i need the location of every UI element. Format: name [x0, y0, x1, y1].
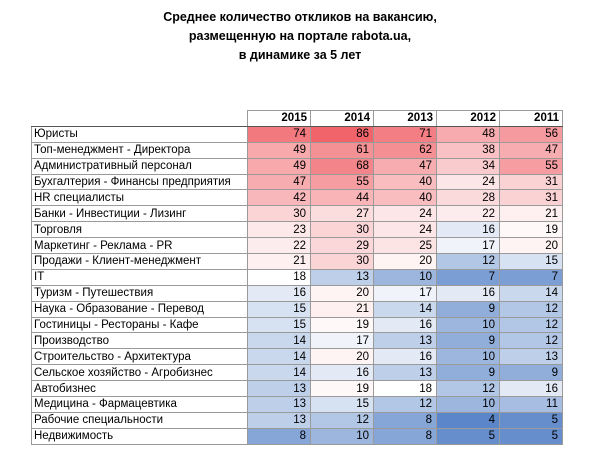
heat-cell: 19: [311, 317, 374, 333]
heat-cell: 55: [311, 174, 374, 190]
row-label: Производство: [32, 333, 248, 349]
heat-cell: 13: [374, 365, 437, 381]
heat-cell: 13: [311, 269, 374, 285]
heat-cell: 15: [500, 254, 563, 270]
heat-cell: 10: [311, 428, 374, 444]
heat-cell: 5: [500, 412, 563, 428]
heat-cell: 30: [311, 222, 374, 238]
table-row: [32, 269, 563, 285]
row-label: Торговля: [32, 222, 248, 238]
table-row: [32, 190, 563, 206]
heat-cell: 10: [437, 317, 500, 333]
row-label: Автобизнес: [32, 381, 248, 397]
heat-cell: 62: [374, 142, 437, 158]
heat-cell: 14: [248, 333, 311, 349]
title-line-1: Среднее количество откликов на вакансию,: [163, 10, 437, 24]
heat-cell: 5: [437, 428, 500, 444]
heat-cell: 13: [248, 412, 311, 428]
heat-cell: 12: [500, 301, 563, 317]
heat-cell: 14: [500, 285, 563, 301]
heat-cell: 19: [311, 381, 374, 397]
heat-cell: 21: [248, 254, 311, 270]
heatmap-body: [32, 126, 563, 444]
heat-cell: 42: [248, 190, 311, 206]
chart-title: [0, 8, 600, 65]
column-header-2014: 2014: [311, 111, 374, 127]
heat-cell: 8: [248, 428, 311, 444]
heat-cell: 31: [500, 174, 563, 190]
heat-cell: 30: [248, 206, 311, 222]
heat-cell: 61: [311, 142, 374, 158]
table-row: [32, 349, 563, 365]
heat-cell: 12: [374, 397, 437, 413]
row-label: Топ-менеджмент - Директора: [32, 142, 248, 158]
row-label: Строительство - Архитектура: [32, 349, 248, 365]
heat-cell: 49: [248, 142, 311, 158]
heat-cell: 48: [437, 126, 500, 142]
heat-cell: 56: [500, 126, 563, 142]
table-row: [32, 238, 563, 254]
heat-cell: 40: [374, 190, 437, 206]
heat-cell: 30: [311, 254, 374, 270]
column-header-2013: 2013: [374, 111, 437, 127]
heat-cell: 27: [311, 206, 374, 222]
table-row: [32, 317, 563, 333]
heat-cell: 22: [437, 206, 500, 222]
heat-cell: 12: [437, 381, 500, 397]
corner-cell: [32, 111, 248, 127]
heat-cell: 24: [374, 206, 437, 222]
heat-cell: 17: [311, 333, 374, 349]
table-row: [32, 428, 563, 444]
heat-cell: 20: [311, 349, 374, 365]
heat-cell: 13: [248, 397, 311, 413]
heat-cell: 40: [374, 174, 437, 190]
heat-cell: 10: [437, 349, 500, 365]
heat-cell: 21: [311, 301, 374, 317]
table-row: [32, 381, 563, 397]
heat-cell: 49: [248, 158, 311, 174]
heat-cell: 38: [437, 142, 500, 158]
heat-cell: 24: [374, 222, 437, 238]
heat-cell: 47: [500, 142, 563, 158]
row-label: Сельское хозяйство - Агробизнес: [32, 365, 248, 381]
row-label: Гостиницы - Рестораны - Кафе: [32, 317, 248, 333]
heat-cell: 7: [500, 269, 563, 285]
heat-cell: 31: [500, 190, 563, 206]
table-row: [32, 301, 563, 317]
title-line-2: размещенную на портале rabota.ua,: [188, 29, 412, 43]
heat-cell: 16: [311, 365, 374, 381]
column-header-2012: 2012: [437, 111, 500, 127]
row-label: Продажи - Клиент-менеджмент: [32, 254, 248, 270]
heat-cell: 18: [374, 381, 437, 397]
row-label: Медицина - Фармацевтика: [32, 397, 248, 413]
heat-cell: 15: [311, 397, 374, 413]
heat-cell: 9: [437, 301, 500, 317]
heat-cell: 17: [374, 285, 437, 301]
heat-cell: 28: [437, 190, 500, 206]
heat-cell: 9: [500, 365, 563, 381]
heat-cell: 14: [248, 365, 311, 381]
heat-cell: 14: [248, 349, 311, 365]
heat-cell: 15: [248, 317, 311, 333]
heat-cell: 9: [437, 365, 500, 381]
heat-cell: 16: [437, 285, 500, 301]
heat-cell: 17: [437, 238, 500, 254]
heat-cell: 11: [500, 397, 563, 413]
table-row: [32, 397, 563, 413]
heat-cell: 20: [500, 238, 563, 254]
heat-cell: 18: [248, 269, 311, 285]
heat-cell: 21: [500, 206, 563, 222]
row-label: Рабочие специальности: [32, 412, 248, 428]
row-label: HR специалисты: [32, 190, 248, 206]
heat-cell: 22: [248, 238, 311, 254]
heat-cell: 16: [248, 285, 311, 301]
row-label: Наука - Образование - Перевод: [32, 301, 248, 317]
table-row: [32, 365, 563, 381]
heat-cell: 74: [248, 126, 311, 142]
table-row: [32, 412, 563, 428]
table-row: [32, 126, 563, 142]
heat-cell: 13: [248, 381, 311, 397]
title-line-3: в динамике за 5 лет: [238, 48, 362, 62]
column-header-2011: 2011: [500, 111, 563, 127]
heat-cell: 47: [248, 174, 311, 190]
heat-cell: 71: [374, 126, 437, 142]
heat-cell: 7: [437, 269, 500, 285]
heat-cell: 8: [374, 428, 437, 444]
header-row: [32, 111, 563, 127]
table-row: [32, 222, 563, 238]
heat-cell: 20: [311, 285, 374, 301]
row-label: Бухгалтерия - Финансы предприятия: [32, 174, 248, 190]
heat-cell: 15: [248, 301, 311, 317]
heat-cell: 5: [500, 428, 563, 444]
heat-cell: 16: [500, 381, 563, 397]
row-label: Банки - Инвестиции - Лизинг: [32, 206, 248, 222]
table-row: [32, 158, 563, 174]
heat-cell: 12: [500, 333, 563, 349]
table-row: [32, 206, 563, 222]
row-label: IT: [32, 269, 248, 285]
heat-cell: 8: [374, 412, 437, 428]
heat-cell: 68: [311, 158, 374, 174]
heat-cell: 9: [437, 333, 500, 349]
heat-cell: 23: [248, 222, 311, 238]
heat-cell: 12: [500, 317, 563, 333]
row-label: Маркетинг - Реклама - PR: [32, 238, 248, 254]
heat-cell: 12: [437, 254, 500, 270]
heat-cell: 47: [374, 158, 437, 174]
row-label: Юристы: [32, 126, 248, 142]
heat-cell: 13: [500, 349, 563, 365]
heat-cell: 16: [437, 222, 500, 238]
heat-cell: 24: [437, 174, 500, 190]
table-row: [32, 254, 563, 270]
row-label: Недвижимость: [32, 428, 248, 444]
table-row: [32, 142, 563, 158]
table-row: [32, 333, 563, 349]
heat-cell: 12: [311, 412, 374, 428]
table-row: [32, 174, 563, 190]
row-label: Административный персонал: [32, 158, 248, 174]
heat-cell: 16: [374, 349, 437, 365]
row-label: Туризм - Путешествия: [32, 285, 248, 301]
heat-cell: 13: [374, 333, 437, 349]
heat-cell: 44: [311, 190, 374, 206]
heat-cell: 10: [374, 269, 437, 285]
heat-cell: 86: [311, 126, 374, 142]
heat-cell: 19: [500, 222, 563, 238]
heat-cell: 55: [500, 158, 563, 174]
heat-cell: 34: [437, 158, 500, 174]
heat-cell: 29: [311, 238, 374, 254]
heat-cell: 25: [374, 238, 437, 254]
heat-cell: 4: [437, 412, 500, 428]
heatmap-table: [31, 110, 563, 445]
heat-cell: 16: [374, 317, 437, 333]
heat-cell: 20: [374, 254, 437, 270]
table-row: [32, 285, 563, 301]
heat-cell: 14: [374, 301, 437, 317]
heat-cell: 10: [437, 397, 500, 413]
column-header-2015: 2015: [248, 111, 311, 127]
